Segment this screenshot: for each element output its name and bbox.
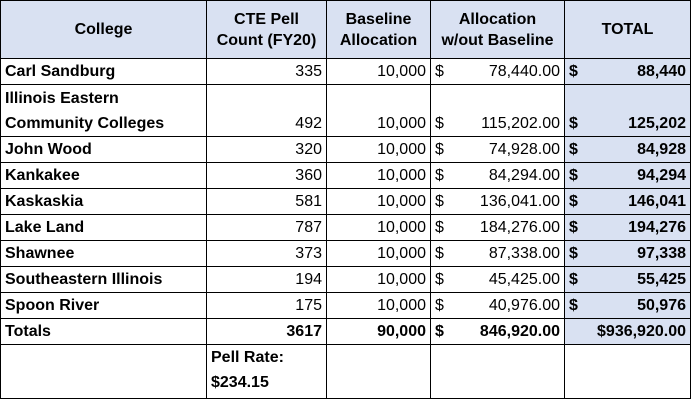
college-cell[interactable]: Spoon River <box>1 293 207 319</box>
currency-sign: $ <box>569 167 578 184</box>
table-row <box>1 267 691 293</box>
allocation-value: 78,440.00 <box>488 63 560 80</box>
header-total-label: TOTAL <box>601 21 654 38</box>
empty-cell[interactable] <box>565 345 691 399</box>
total-value: 97,338 <box>637 245 686 262</box>
count-cell[interactable]: 360 <box>207 163 327 189</box>
header-college[interactable] <box>1 1 207 59</box>
header-baseline-line1: Baseline <box>345 10 412 28</box>
totals-baseline-cell[interactable]: 90,000 <box>327 319 431 345</box>
currency-sign: $ <box>569 141 578 158</box>
empty-cell[interactable] <box>431 345 565 399</box>
pell-rate-value: $234.15 <box>211 374 269 391</box>
table-row <box>1 293 691 319</box>
table-row <box>1 189 691 215</box>
header-alloc-line1: Allocation <box>458 10 537 28</box>
count-cell[interactable]: 581 <box>207 189 327 215</box>
baseline-cell[interactable]: 10,000 <box>327 85 431 137</box>
total-cell[interactable] <box>565 137 691 163</box>
currency-sign: $ <box>569 245 578 262</box>
total-value: 55,425 <box>637 271 686 288</box>
count-cell[interactable]: 175 <box>207 293 327 319</box>
baseline-cell[interactable]: 10,000 <box>327 241 431 267</box>
allocation-value: 136,041.00 <box>479 193 560 210</box>
currency-sign: $ <box>435 167 444 184</box>
table-row <box>1 215 691 241</box>
total-cell[interactable] <box>565 241 691 267</box>
allocation-cell[interactable] <box>431 293 565 319</box>
total-value: 84,928 <box>637 141 686 158</box>
total-cell[interactable] <box>565 163 691 189</box>
total-value: 50,976 <box>637 297 686 314</box>
total-cell[interactable] <box>565 215 691 241</box>
total-cell[interactable] <box>565 267 691 293</box>
baseline-cell[interactable]: 10,000 <box>327 189 431 215</box>
baseline-cell[interactable]: 10,000 <box>327 293 431 319</box>
pell-rate-row <box>1 345 691 399</box>
total-cell[interactable] <box>565 85 691 137</box>
allocation-cell[interactable] <box>431 85 565 137</box>
total-cell[interactable] <box>565 59 691 85</box>
allocation-cell[interactable] <box>431 189 565 215</box>
currency-sign: $ <box>435 63 444 80</box>
totals-row <box>1 319 691 345</box>
grand-total-cell[interactable]: $936,920.00 <box>565 319 691 345</box>
allocation-value: 184,276.00 <box>479 219 560 236</box>
header-baseline-line2: Allocation <box>339 31 418 49</box>
total-cell[interactable] <box>565 189 691 215</box>
header-cte-pell-line1: CTE Pell <box>234 10 299 28</box>
college-cell[interactable]: John Wood <box>1 137 207 163</box>
college-cell[interactable]: Carl Sandburg <box>1 59 207 85</box>
currency-sign: $ <box>435 141 444 158</box>
currency-sign: $ <box>569 193 578 210</box>
empty-cell[interactable] <box>1 345 207 399</box>
allocation-cell[interactable] <box>431 267 565 293</box>
count-cell[interactable]: 320 <box>207 137 327 163</box>
baseline-cell[interactable]: 10,000 <box>327 59 431 85</box>
pell-rate-label: Pell Rate: <box>211 349 284 366</box>
baseline-cell[interactable]: 10,000 <box>327 267 431 293</box>
allocation-cell[interactable] <box>431 163 565 189</box>
allocation-value: 40,976.00 <box>488 297 560 314</box>
empty-cell[interactable] <box>327 345 431 399</box>
header-row <box>1 1 691 59</box>
currency-sign: $ <box>435 115 444 132</box>
totals-allocation-cell[interactable] <box>431 319 565 345</box>
pell-rate-cell[interactable] <box>207 345 327 399</box>
currency-sign: $ <box>569 115 578 132</box>
table-row <box>1 241 691 267</box>
header-baseline-allocation[interactable] <box>327 1 431 59</box>
college-cell[interactable]: Shawnee <box>1 241 207 267</box>
currency-sign: $ <box>435 245 444 262</box>
header-allocation-without-baseline[interactable] <box>431 1 565 59</box>
currency-sign: $ <box>569 219 578 236</box>
baseline-cell[interactable]: 10,000 <box>327 215 431 241</box>
total-value: 88,440 <box>637 63 686 80</box>
college-cell[interactable]: Southeastern Illinois <box>1 267 207 293</box>
allocation-value: 74,928.00 <box>488 141 560 158</box>
allocation-value: 45,425.00 <box>488 271 560 288</box>
college-cell[interactable]: Kaskaskia <box>1 189 207 215</box>
allocation-value: 115,202.00 <box>481 115 560 132</box>
count-cell[interactable]: 194 <box>207 267 327 293</box>
allocation-value: 87,338.00 <box>488 245 560 262</box>
header-cte-pell-line2: Count (FY20) <box>216 31 317 49</box>
totals-label-cell[interactable]: Totals <box>1 319 207 345</box>
currency-sign: $ <box>569 63 578 80</box>
total-value: 125,202 <box>628 115 686 132</box>
table-row <box>1 163 691 189</box>
currency-sign: $ <box>435 193 444 210</box>
allocation-value: 84,294.00 <box>488 167 560 184</box>
college-cell[interactable]: Kankakee <box>1 163 207 189</box>
allocation-cell[interactable] <box>431 137 565 163</box>
currency-sign: $ <box>435 297 444 314</box>
currency-sign: $ <box>435 219 444 236</box>
count-cell[interactable]: 373 <box>207 241 327 267</box>
table-row <box>1 137 691 163</box>
allocation-cell[interactable] <box>431 59 565 85</box>
table-row <box>1 59 691 85</box>
total-value: 194,276 <box>628 219 686 236</box>
total-value: 94,294 <box>637 167 686 184</box>
allocation-cell[interactable] <box>431 241 565 267</box>
baseline-cell[interactable]: 10,000 <box>327 163 431 189</box>
count-cell[interactable]: 787 <box>207 215 327 241</box>
count-cell[interactable]: 492 <box>207 85 327 137</box>
college-cell[interactable]: Lake Land <box>1 215 207 241</box>
total-value: 146,041 <box>628 193 686 210</box>
college-cell[interactable]: Illinois Eastern Community Colleges <box>1 85 207 137</box>
currency-sign: $ <box>569 271 578 288</box>
header-total[interactable] <box>565 1 691 59</box>
count-cell[interactable]: 335 <box>207 59 327 85</box>
total-cell[interactable] <box>565 293 691 319</box>
header-cte-pell-count[interactable] <box>207 1 327 59</box>
totals-count-cell[interactable]: 3617 <box>207 319 327 345</box>
totals-allocation-value: 846,920.00 <box>479 323 560 340</box>
header-college-label: College <box>74 21 133 38</box>
baseline-cell[interactable]: 10,000 <box>327 137 431 163</box>
currency-sign: $ <box>569 297 578 314</box>
allocation-cell[interactable] <box>431 215 565 241</box>
table-row <box>1 85 691 137</box>
currency-sign: $ <box>435 323 444 340</box>
header-alloc-line2: w/out Baseline <box>441 31 554 49</box>
currency-sign: $ <box>435 271 444 288</box>
